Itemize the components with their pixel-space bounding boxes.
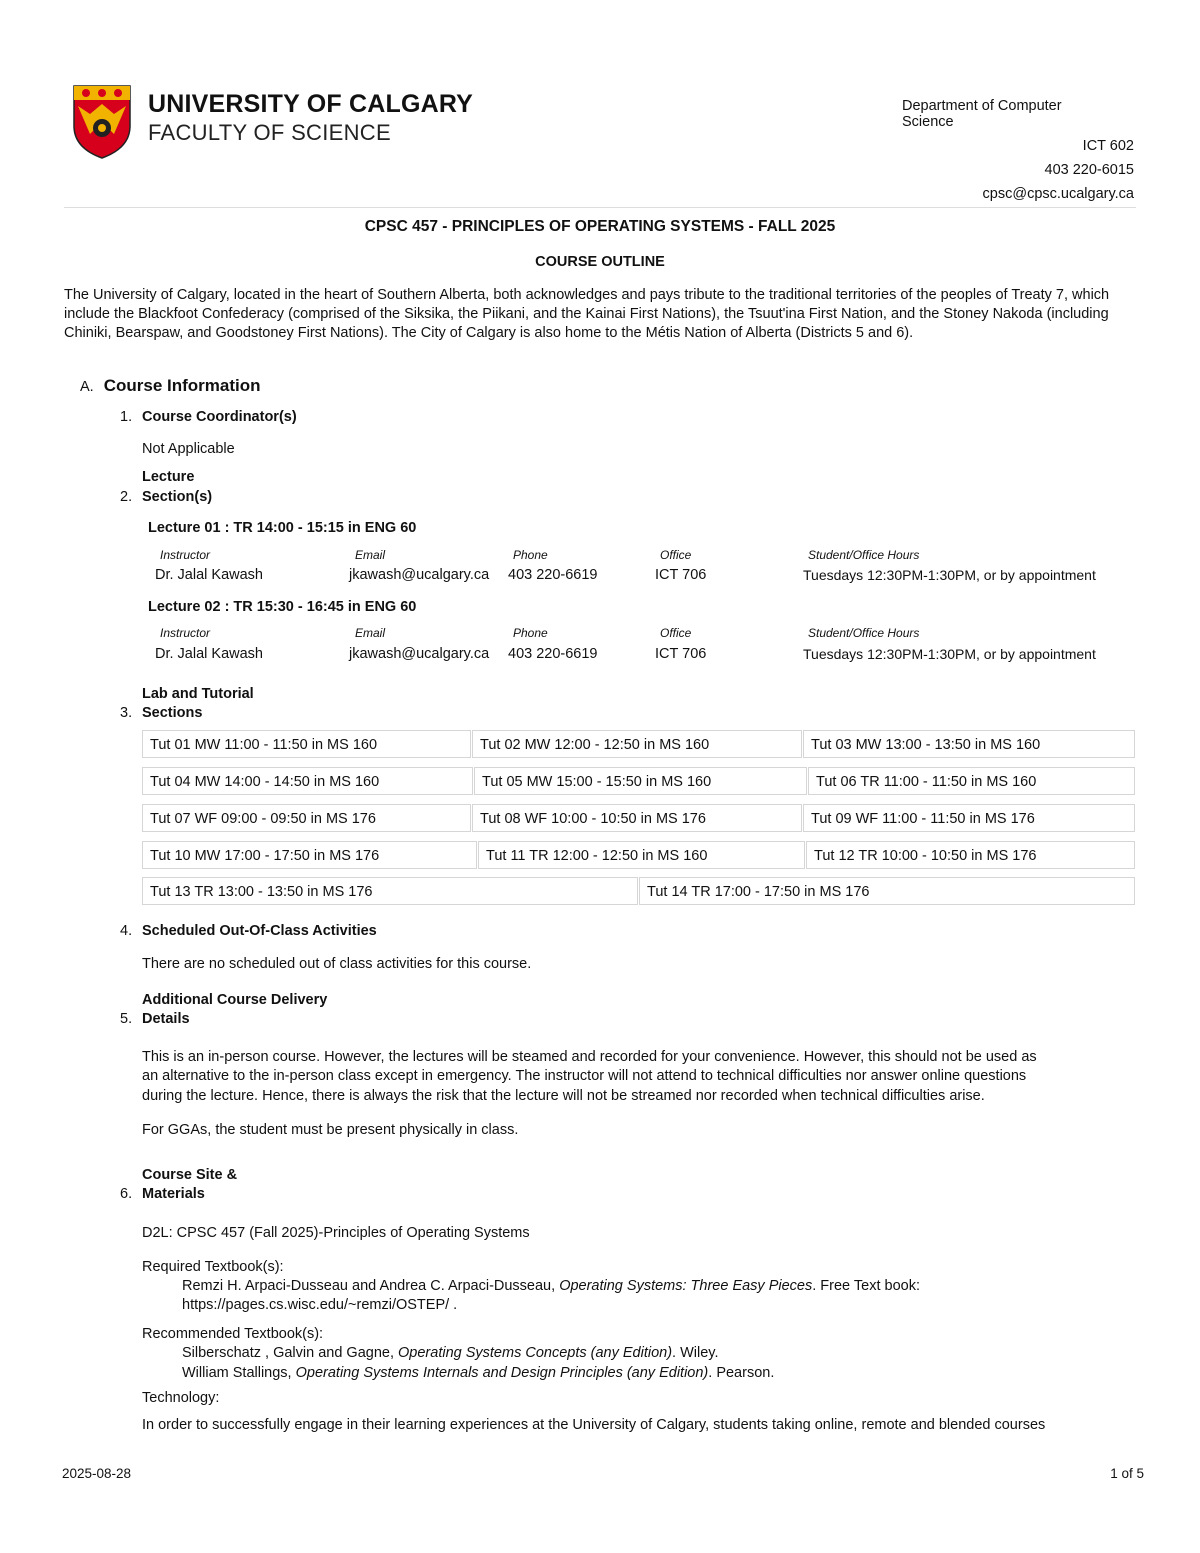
lecture-01-heading: Lecture 01 : TR 14:00 - 15:15 in ENG 60: [148, 520, 417, 536]
col-header-hours: Student/Office Hours: [808, 626, 920, 640]
land-acknowledgement: The University of Calgary, located in the heart of Southern Alberta, both acknowledges and pays tribute to the traditional territories of the peoples of Treaty 7, which include the Blackfoot Confederacy (comprised of the Siksika, the Piikani, and the Kainai First Nations), the Tsuut'ina First Nation, and the Stoney Nakoda (including Chiniki, Bearspaw, and Goodstoney First Nations). The City of Calgary is also home to the Métis Nation of Alberta (Districts 5 and 6).: [64, 287, 1110, 341]
col-header-instructor: Instructor: [160, 626, 211, 640]
tutorial-cell: Tut 11 TR 12:00 - 12:50 in MS 160: [478, 841, 805, 869]
lecture-02-instructor: Dr. Jalal Kawash: [155, 646, 263, 662]
delivery-ggas-note: For GGAs, the student must be present physically in class.: [142, 1122, 519, 1138]
item-number: 1.: [120, 409, 133, 425]
coordinator-value: Not Applicable: [142, 441, 235, 457]
tutorial-cell: Tut 10 MW 17:00 - 17:50 in MS 176: [142, 841, 477, 869]
lecture-01-phone: 403 220-6619: [508, 567, 598, 583]
item-number: 2.: [120, 489, 133, 505]
col-header-office: Office: [660, 548, 692, 562]
delivery-paragraph-line: during the lecture. Hence, there is always the risk that the lecture will not be streamed nor recorded when technical difficulties arise.: [142, 1088, 985, 1104]
tutorial-cell: Tut 12 TR 10:00 - 10:50 in MS 176: [806, 841, 1135, 869]
rec1-publisher: . Wiley.: [672, 1345, 719, 1361]
tutorial-cell: Tut 05 MW 15:00 - 15:50 in MS 160: [474, 767, 807, 795]
tutorial-cell: Tut 02 MW 12:00 - 12:50 in MS 160: [472, 730, 802, 758]
lecture-02-heading: Lecture 02 : TR 15:30 - 16:45 in ENG 60: [148, 599, 417, 615]
item-number: 6.: [120, 1186, 133, 1202]
delivery-heading-line1: Additional Course Delivery: [142, 992, 328, 1008]
lab-heading-line2: Sections: [142, 705, 203, 721]
rec1-title: Operating Systems Concepts (any Edition): [398, 1345, 673, 1361]
required-textbook-title: Operating Systems: Three Easy Pieces: [559, 1278, 813, 1294]
lecture-02-phone: 403 220-6619: [508, 646, 598, 662]
recommended-textbook-2: [182, 1365, 774, 1381]
col-header-email: Email: [355, 626, 386, 640]
materials-heading-line1: Course Site &: [142, 1167, 238, 1183]
department-email[interactable]: cpsc@cpsc.ucalgary.ca: [982, 186, 1134, 202]
activities-value: There are no scheduled out of class activities for this course.: [142, 956, 532, 972]
required-textbook-authors: Remzi H. Arpaci-Dusseau and Andrea C. Arpaci-Dusseau,: [182, 1278, 560, 1294]
lecture-02-office: ICT 706: [655, 646, 707, 662]
col-header-hours: Student/Office Hours: [808, 548, 920, 562]
col-header-phone: Phone: [513, 626, 548, 640]
department-phone: 403 220-6015: [1044, 162, 1134, 178]
rec2-title: Operating Systems Internals and Design Principles (any Edition): [295, 1365, 709, 1381]
required-textbook-note: . Free Text book:: [812, 1278, 920, 1294]
section-title: Course Information: [103, 376, 261, 395]
required-textbook-label: Required Textbook(s):: [142, 1259, 284, 1275]
recommended-textbook-label: Recommended Textbook(s):: [142, 1326, 324, 1342]
header-divider: [64, 207, 1136, 208]
university-name: UNIVERSITY OF CALGARY: [148, 90, 474, 118]
lecture-02-email[interactable]: jkawash@ucalgary.ca: [349, 646, 490, 662]
coordinator-heading: Course Coordinator(s): [142, 409, 297, 425]
footer-date: 2025-08-28: [62, 1466, 132, 1481]
item-number: 5.: [120, 1011, 133, 1027]
rec2-publisher: . Pearson.: [708, 1365, 775, 1381]
d2l-course-site: D2L: CPSC 457 (Fall 2025)-Principles of Operating Systems: [142, 1225, 530, 1241]
delivery-paragraph-line: This is an in-person course. However, the lectures will be steamed and recorded for your convenience. However, this should not be used as: [142, 1049, 1037, 1065]
col-header-instructor: Instructor: [160, 548, 211, 562]
section-a-heading: [80, 376, 261, 396]
page-number: 1 of 5: [1110, 1466, 1144, 1481]
required-textbook-url[interactable]: https://pages.cs.wisc.edu/~remzi/OSTEP/ .: [182, 1297, 458, 1313]
office-location: ICT 602: [1082, 138, 1134, 154]
document-title: CPSC 457 - PRINCIPLES OF OPERATING SYSTEMS - FALL 2025: [364, 218, 836, 235]
col-header-email: Email: [355, 548, 386, 562]
lab-heading-line1: Lab and Tutorial: [142, 686, 254, 702]
tutorial-cell: Tut 03 MW 13:00 - 13:50 in MS 160: [803, 730, 1135, 758]
lecture-01-office: ICT 706: [655, 567, 707, 583]
lecture-01-hours: Tuesdays 12:30PM-1:30PM, or by appointment: [803, 567, 1096, 583]
delivery-heading-line2: Details: [142, 1011, 190, 1027]
lecture-01-email[interactable]: jkawash@ucalgary.ca: [349, 567, 490, 583]
lecture-heading-line1: Lecture: [142, 469, 195, 485]
technology-text: In order to successfully engage in their learning experiences at the University of Calgary, students taking online, remote and blended courses: [142, 1417, 1046, 1433]
document-subtitle: COURSE OUTLINE: [535, 254, 665, 270]
col-header-office: Office: [660, 626, 692, 640]
col-header-phone: Phone: [513, 548, 548, 562]
tutorial-cell: Tut 01 MW 11:00 - 11:50 in MS 160: [142, 730, 471, 758]
tutorial-cell: Tut 13 TR 13:00 - 13:50 in MS 176: [142, 877, 638, 905]
tutorial-cell: Tut 04 MW 14:00 - 14:50 in MS 160: [142, 767, 473, 795]
university-crest-logo: [72, 84, 132, 160]
rec2-authors: William Stallings,: [182, 1365, 296, 1381]
required-textbook: [182, 1278, 920, 1294]
rec1-authors: Silberschatz , Galvin and Gagne,: [182, 1345, 399, 1361]
lecture-02-hours: Tuesdays 12:30PM-1:30PM, or by appointment: [803, 646, 1096, 662]
faculty-name: FACULTY OF SCIENCE: [148, 120, 391, 145]
tutorial-cell: Tut 14 TR 17:00 - 17:50 in MS 176: [639, 877, 1135, 905]
delivery-paragraph-line: an alternative to the in-person class except in emergency. The instructor will not attend to technical difficulties nor answer online questions: [142, 1068, 1027, 1084]
tutorial-cell: Tut 08 WF 10:00 - 10:50 in MS 176: [472, 804, 802, 832]
item-number: 3.: [120, 705, 133, 721]
tutorial-cell: Tut 06 TR 11:00 - 11:50 in MS 160: [808, 767, 1135, 795]
lecture-01-instructor: Dr. Jalal Kawash: [155, 567, 263, 583]
recommended-textbook-1: [182, 1345, 718, 1361]
materials-heading-line2: Materials: [142, 1186, 205, 1202]
item-number: 4.: [120, 923, 133, 939]
tutorial-cell: Tut 09 WF 11:00 - 11:50 in MS 176: [803, 804, 1135, 832]
tutorial-cell: Tut 07 WF 09:00 - 09:50 in MS 176: [142, 804, 471, 832]
activities-heading: Scheduled Out-Of-Class Activities: [142, 923, 377, 939]
section-letter: A.: [80, 379, 94, 395]
technology-label: Technology:: [142, 1390, 220, 1406]
department-name: Department of Computer Science: [902, 98, 1062, 130]
lecture-heading-line2: Section(s): [142, 489, 213, 505]
